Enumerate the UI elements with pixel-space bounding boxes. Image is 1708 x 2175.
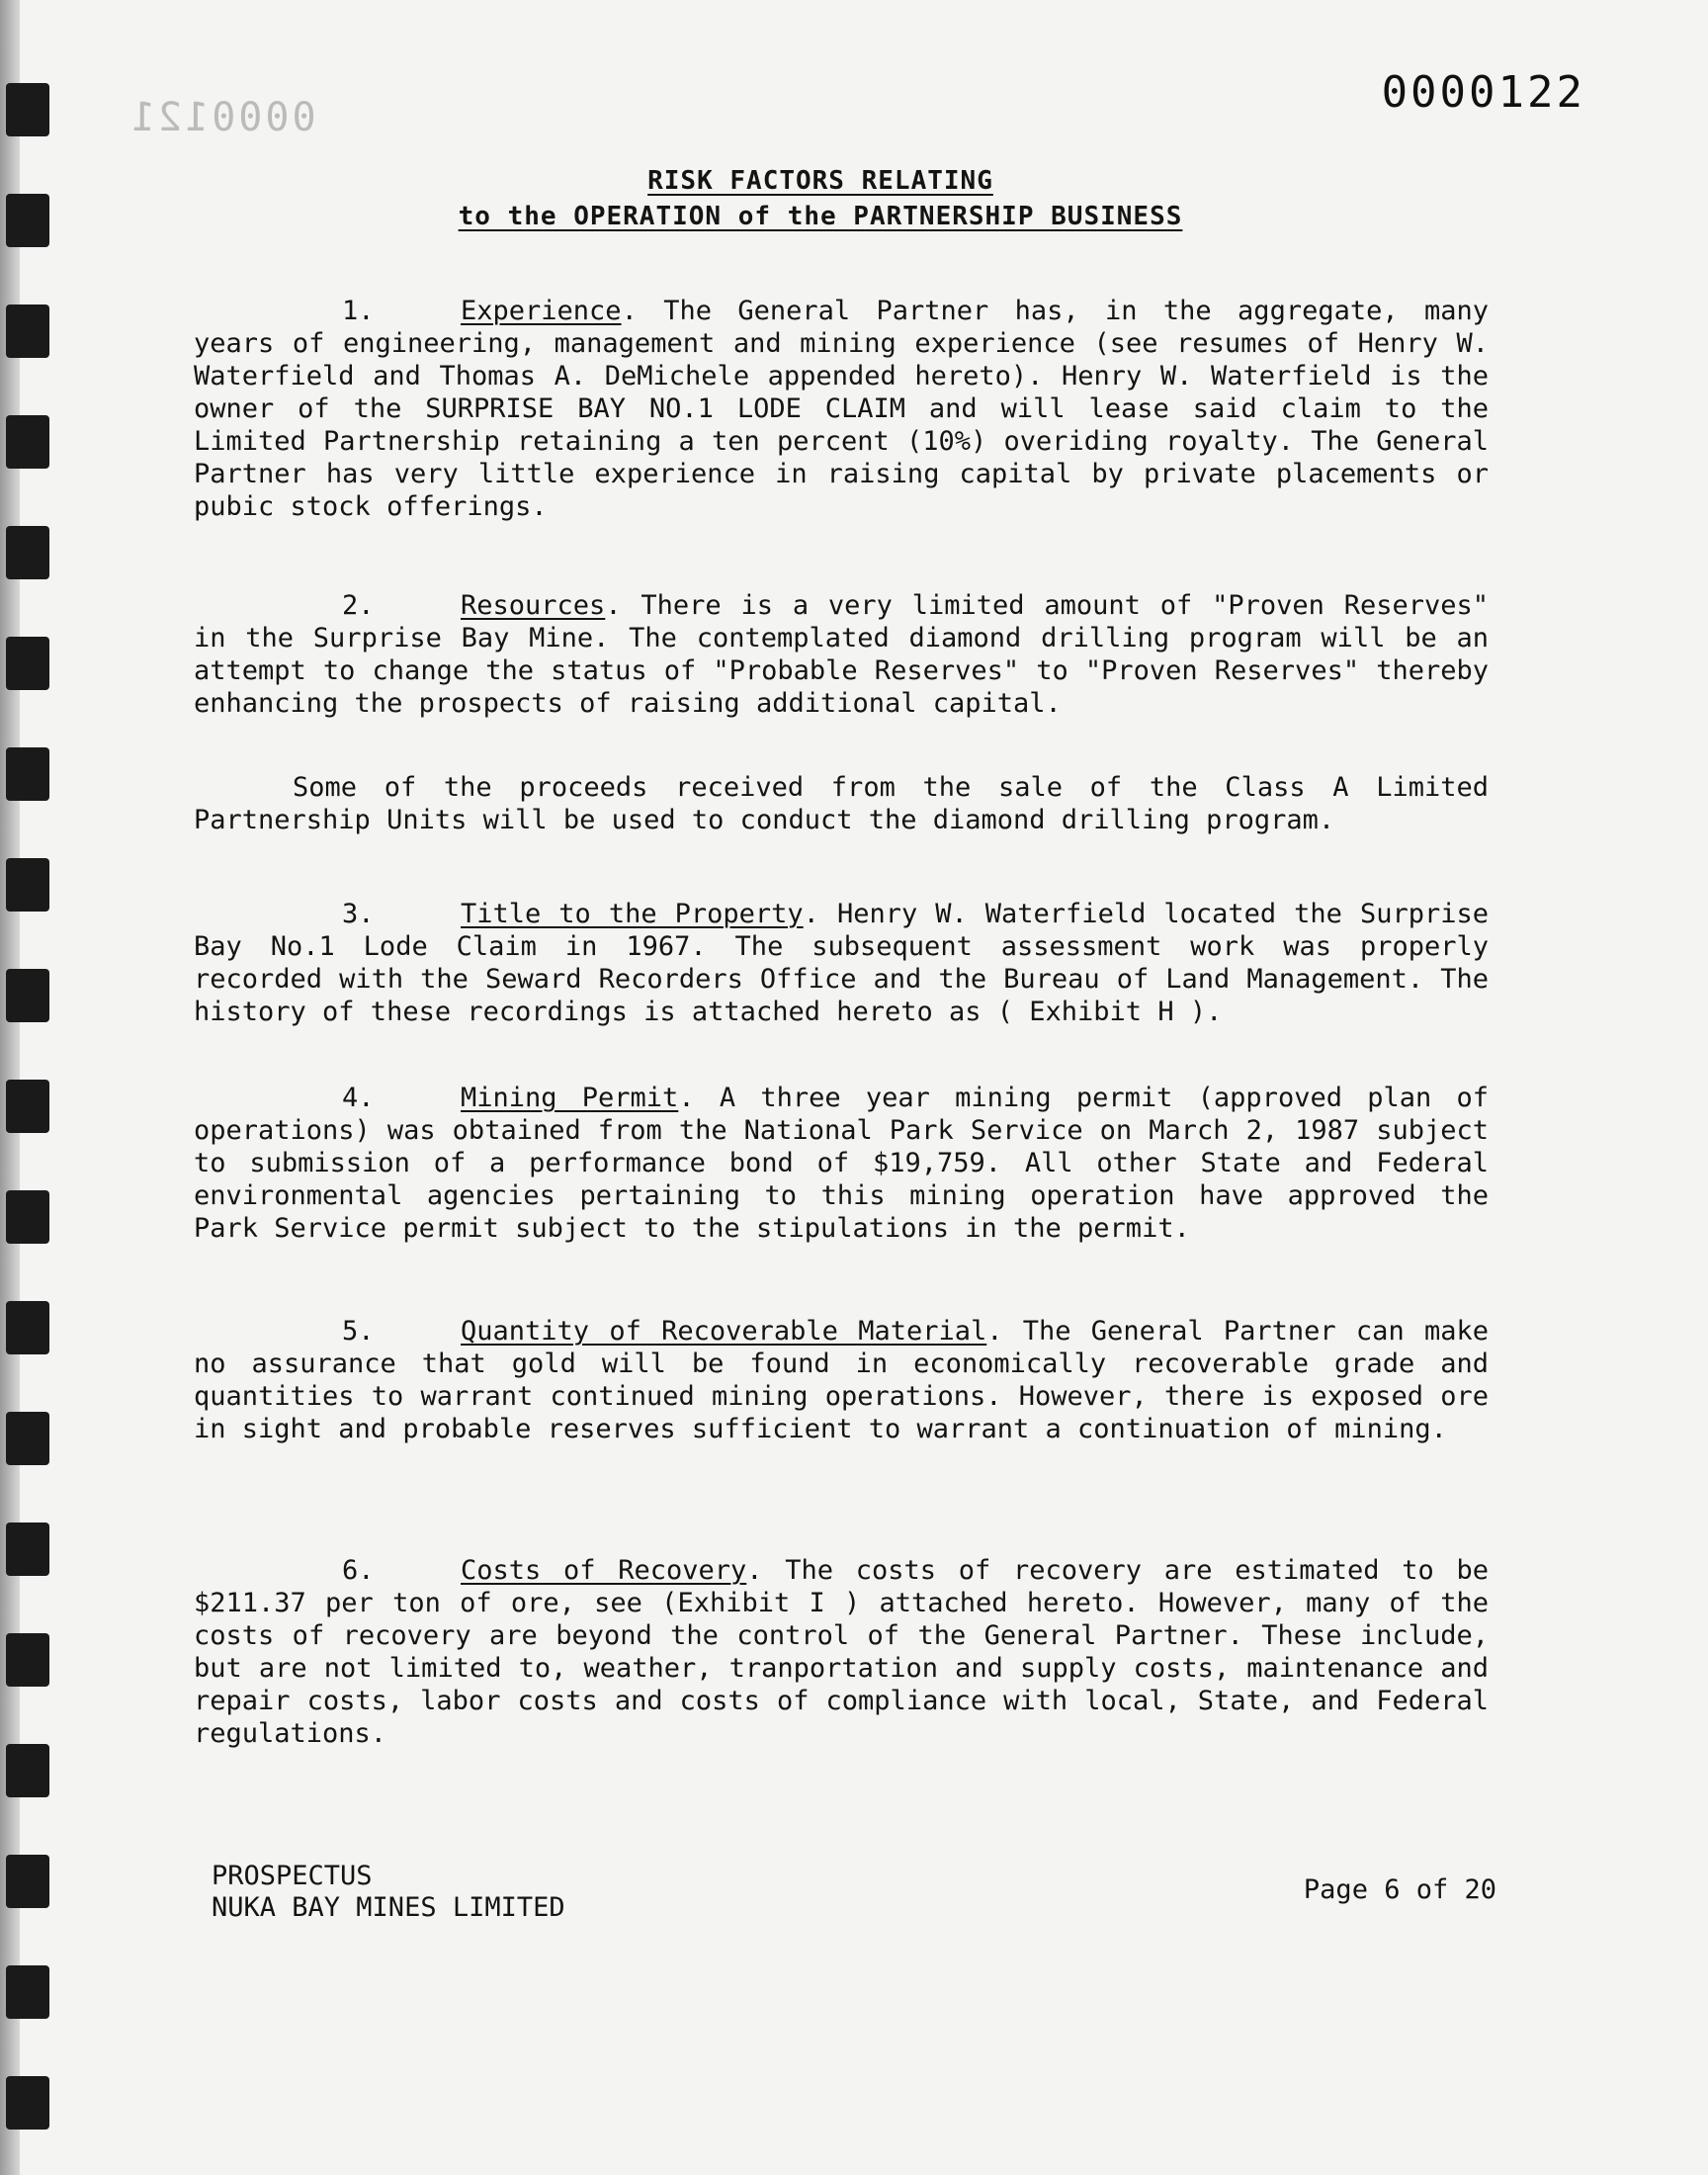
binding-hole bbox=[6, 747, 49, 801]
item-heading: Resources bbox=[461, 590, 606, 621]
footer-prospectus: PROSPECTUS bbox=[212, 1861, 373, 1891]
binding-hole bbox=[6, 1190, 49, 1244]
risk-factor-title bbox=[194, 898, 1489, 1028]
binding-hole bbox=[6, 1080, 49, 1133]
item-number: 3. bbox=[342, 899, 375, 929]
binding-hole bbox=[6, 526, 49, 579]
binding-hole bbox=[6, 1744, 49, 1797]
item-heading: Experience bbox=[461, 296, 622, 326]
binding-hole bbox=[6, 1855, 49, 1908]
item-number: 5. bbox=[342, 1316, 375, 1347]
item-text: . The General Partner can make no assurance that gold will be found in economically recoverable grade and quantities to warrant continued mining operations. However, there is exposed ore in sight and probable reserves sufficient to warrant a continuation of mining. bbox=[194, 1316, 1489, 1444]
binding-hole bbox=[6, 1965, 49, 2019]
item-text: Some of the proceeds received from the sale of the Class A Limited Partnership Units will be used to conduct the diamond drilling program. bbox=[194, 772, 1489, 835]
binding-hole bbox=[6, 858, 49, 912]
binding-hole bbox=[6, 1301, 49, 1354]
spiral-binding bbox=[0, 0, 59, 2175]
item-heading: Costs of Recovery bbox=[461, 1555, 747, 1586]
item-text: . A three year mining permit (approved plan of operations) was obtained from the National Park Service on March 2, 1987 subject to submission of a performance bond of $19,759. All other State and Federal environmental agencies pertaining to this mining operation have approved the Park Service permit subject to the stipulations in the permit. bbox=[194, 1083, 1489, 1244]
page-title-line-2: to the OPERATION of the PARTNERSHIP BUSINESS bbox=[458, 202, 1183, 231]
item-number: 1. bbox=[342, 296, 375, 326]
item-text: . The costs of recovery are estimated to be $211.37 per ton of ore, see (Exhibit I ) attached hereto. However, many of the costs of recovery are beyond the control of the General Partner. These include, but are not limited to, weather, tranportation and supply costs, maintenance and repair costs, labor costs and costs of compliance with local, State, and Federal regulations. bbox=[194, 1555, 1489, 1749]
binding-hole bbox=[6, 304, 49, 358]
binding-hole bbox=[6, 1522, 49, 1576]
risk-factor-experience bbox=[194, 295, 1489, 523]
risk-factor-mining-permit bbox=[194, 1082, 1489, 1245]
item-text: . Henry W. Waterfield located the Surprise Bay No.1 Lode Claim in 1967. The subsequent assessment work was properly recorded with the Seward Recorders Office and the Bureau of Land Management. The history of these recordings is attached hereto as ( Exhibit H ). bbox=[194, 899, 1489, 1027]
footer-page-number: Page 6 of 20 bbox=[1303, 1874, 1496, 1905]
risk-factor-recoverable-material bbox=[194, 1315, 1489, 1445]
risk-factor-resources-continuation bbox=[194, 771, 1489, 836]
binding-hole bbox=[6, 1412, 49, 1465]
footer-company: NUKA BAY MINES LIMITED bbox=[212, 1892, 565, 1923]
item-heading: Mining Permit bbox=[461, 1083, 679, 1113]
risk-factor-resources bbox=[194, 589, 1489, 720]
binding-hole bbox=[6, 969, 49, 1022]
page-title-line-1: RISK FACTORS RELATING bbox=[647, 166, 993, 196]
binding-hole bbox=[6, 83, 49, 136]
item-number: 6. bbox=[342, 1555, 375, 1586]
binding-hole bbox=[6, 415, 49, 469]
item-heading: Quantity of Recoverable Material bbox=[461, 1316, 987, 1347]
binding-hole bbox=[6, 1633, 49, 1687]
bates-page-number: 0000122 bbox=[1381, 67, 1585, 118]
binding-hole bbox=[6, 2076, 49, 2130]
item-text: . The General Partner has, in the aggregate, many years of engineering, management and mining experience (see resumes of Henry W. Waterfield and Thomas A. DeMichele appended hereto). Henry W. Waterfield is the owner of the SURPRISE BAY NO.1 LODE CLAIM and will lease said claim to the Limited Partnership retaining a ten percent (10%) overiding royalty. The General Partner has very little experience in raising capital by private placements or pubic stock offerings. bbox=[194, 296, 1489, 522]
item-text: . There is a very limited amount of "Proven Reserves" in the Surprise Bay Mine. The contemplated diamond drilling program will be an attempt to change the status of "Probable Reserves" to "Proven Reserves" thereby enhancing the prospects of raising additional capital. bbox=[194, 590, 1489, 719]
binding-hole bbox=[6, 637, 49, 690]
item-number: 2. bbox=[342, 590, 375, 621]
item-heading: Title to the Property bbox=[461, 899, 804, 929]
bleed-through-page-number: 0000121 bbox=[128, 95, 316, 140]
risk-factor-costs-of-recovery bbox=[194, 1554, 1489, 1750]
item-number: 4. bbox=[342, 1083, 375, 1113]
footer-document-name bbox=[212, 1861, 565, 1924]
